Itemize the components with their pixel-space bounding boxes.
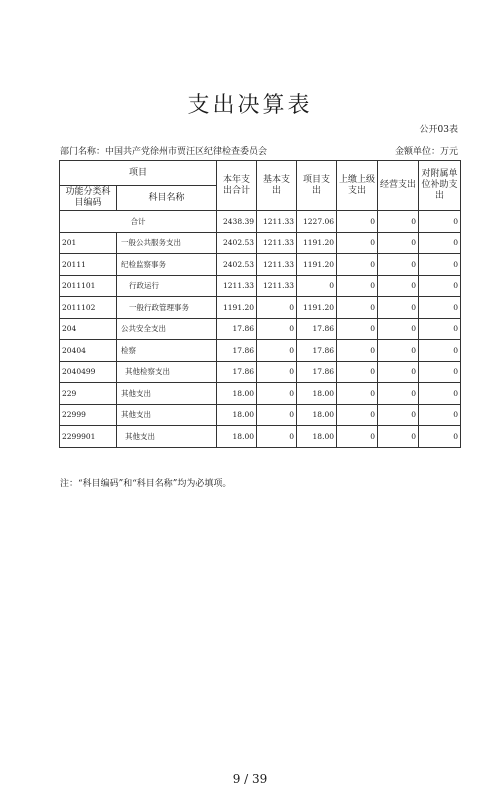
upper-cell: 0 xyxy=(337,232,378,254)
document-title: 支出决算表 xyxy=(187,93,313,118)
business-cell: 0 xyxy=(378,361,419,383)
subsidiary-cell: 0 xyxy=(419,404,461,426)
header-business: 经营支出 xyxy=(378,161,419,211)
total-project-cell: 1227.06 xyxy=(297,211,337,233)
total-cell: 2402.53 xyxy=(217,232,257,254)
header-func-code: 功能分类科目编码 xyxy=(60,186,117,211)
basic-cell: 0 xyxy=(257,361,297,383)
total-business-cell: 0 xyxy=(378,211,419,233)
department-name: 部门名称：中国共产党徐州市贾汪区纪律检查委员会 xyxy=(60,147,268,157)
basic-cell: 1211.33 xyxy=(257,254,297,276)
header-subject-name: 科目名称 xyxy=(117,186,217,211)
total-cell: 2438.39 xyxy=(217,211,257,233)
basic-cell: 0 xyxy=(257,404,297,426)
subsidiary-cell: 0 xyxy=(419,340,461,362)
subsidiary-cell: 0 xyxy=(419,361,461,383)
code-cell: 20111 xyxy=(60,254,117,276)
upper-cell: 0 xyxy=(337,254,378,276)
name-cell: 其他支出 xyxy=(117,426,217,448)
project-cell: 18.00 xyxy=(297,404,337,426)
total-cell: 1211.33 xyxy=(217,275,257,297)
total-upper-cell: 0 xyxy=(337,211,378,233)
basic-cell: 0 xyxy=(257,426,297,448)
table-row xyxy=(60,340,461,362)
business-cell: 0 xyxy=(378,297,419,319)
total-cell: 18.00 xyxy=(217,383,257,405)
total-subsidiary-cell: 0 xyxy=(419,211,461,233)
project-cell: 17.86 xyxy=(297,361,337,383)
business-cell: 0 xyxy=(378,383,419,405)
business-cell: 0 xyxy=(378,318,419,340)
basic-cell: 0 xyxy=(257,318,297,340)
subsidiary-cell: 0 xyxy=(419,426,461,448)
code-cell: 201 xyxy=(60,232,117,254)
table-row xyxy=(60,254,461,276)
business-cell: 0 xyxy=(378,426,419,448)
name-cell: 行政运行 xyxy=(117,275,217,297)
subsidiary-cell: 0 xyxy=(419,275,461,297)
total-cell: 2402.53 xyxy=(217,254,257,276)
upper-cell: 0 xyxy=(337,318,378,340)
name-cell: 其他支出 xyxy=(117,404,217,426)
expenditure-table xyxy=(59,160,461,448)
basic-cell: 0 xyxy=(257,340,297,362)
page-number: 9 / 39 xyxy=(232,772,268,786)
upper-cell: 0 xyxy=(337,383,378,405)
header-basic: 基本支出 xyxy=(257,161,297,211)
business-cell: 0 xyxy=(378,340,419,362)
total-cell: 17.86 xyxy=(217,361,257,383)
name-cell: 公共安全支出 xyxy=(117,318,217,340)
table-row xyxy=(60,361,461,383)
code-cell: 22999 xyxy=(60,404,117,426)
form-number: 公开03表 xyxy=(419,125,458,135)
table-row xyxy=(60,404,461,426)
basic-cell: 1211.33 xyxy=(257,275,297,297)
table-row xyxy=(60,275,461,297)
project-cell: 0 xyxy=(297,275,337,297)
subsidiary-cell: 0 xyxy=(419,254,461,276)
name-cell: 其他支出 xyxy=(117,383,217,405)
business-cell: 0 xyxy=(378,275,419,297)
upper-cell: 0 xyxy=(337,275,378,297)
code-cell: 229 xyxy=(60,383,117,405)
header-item: 项目 xyxy=(60,161,217,186)
business-cell: 0 xyxy=(378,232,419,254)
table-row xyxy=(60,383,461,405)
basic-cell: 0 xyxy=(257,383,297,405)
table-row-total xyxy=(60,211,461,233)
code-cell: 2011102 xyxy=(60,297,117,319)
upper-cell: 0 xyxy=(337,361,378,383)
code-cell: 20404 xyxy=(60,340,117,362)
header-upper: 上缴上级支出 xyxy=(337,161,378,211)
project-cell: 1191.20 xyxy=(297,297,337,319)
subsidiary-cell: 0 xyxy=(419,383,461,405)
code-cell: 2299901 xyxy=(60,426,117,448)
name-cell: 纪检监察事务 xyxy=(117,254,217,276)
total-basic-cell: 1211.33 xyxy=(257,211,297,233)
footnote: 注：“科目编码”和“科目名称”均为必填项。 xyxy=(60,479,232,489)
project-cell: 17.86 xyxy=(297,340,337,362)
upper-cell: 0 xyxy=(337,340,378,362)
project-cell: 1191.20 xyxy=(297,232,337,254)
business-cell: 0 xyxy=(378,404,419,426)
total-cell: 18.00 xyxy=(217,426,257,448)
name-cell: 检察 xyxy=(117,340,217,362)
subsidiary-cell: 0 xyxy=(419,318,461,340)
total-label: 合计 xyxy=(60,211,217,233)
total-cell: 1191.20 xyxy=(217,297,257,319)
code-cell: 2011101 xyxy=(60,275,117,297)
header-subsidiary: 对附属单位补助支出 xyxy=(419,161,461,211)
upper-cell: 0 xyxy=(337,297,378,319)
upper-cell: 0 xyxy=(337,404,378,426)
business-cell: 0 xyxy=(378,254,419,276)
total-cell: 17.86 xyxy=(217,318,257,340)
table-row xyxy=(60,297,461,319)
subsidiary-cell: 0 xyxy=(419,297,461,319)
project-cell: 18.00 xyxy=(297,426,337,448)
name-cell: 一般公共服务支出 xyxy=(117,232,217,254)
total-cell: 17.86 xyxy=(217,340,257,362)
project-cell: 1191.20 xyxy=(297,254,337,276)
code-cell: 204 xyxy=(60,318,117,340)
name-cell: 其他检察支出 xyxy=(117,361,217,383)
amount-unit: 金额单位：万元 xyxy=(394,147,458,157)
upper-cell: 0 xyxy=(337,426,378,448)
basic-cell: 1211.33 xyxy=(257,232,297,254)
code-cell: 2040499 xyxy=(60,361,117,383)
project-cell: 17.86 xyxy=(297,318,337,340)
subsidiary-cell: 0 xyxy=(419,232,461,254)
header-total: 本年支出合计 xyxy=(217,161,257,211)
project-cell: 18.00 xyxy=(297,383,337,405)
table-row xyxy=(60,232,461,254)
table-row xyxy=(60,318,461,340)
total-cell: 18.00 xyxy=(217,404,257,426)
header-project: 项目支出 xyxy=(297,161,337,211)
table-row xyxy=(60,426,461,448)
basic-cell: 0 xyxy=(257,297,297,319)
name-cell: 一般行政管理事务 xyxy=(117,297,217,319)
